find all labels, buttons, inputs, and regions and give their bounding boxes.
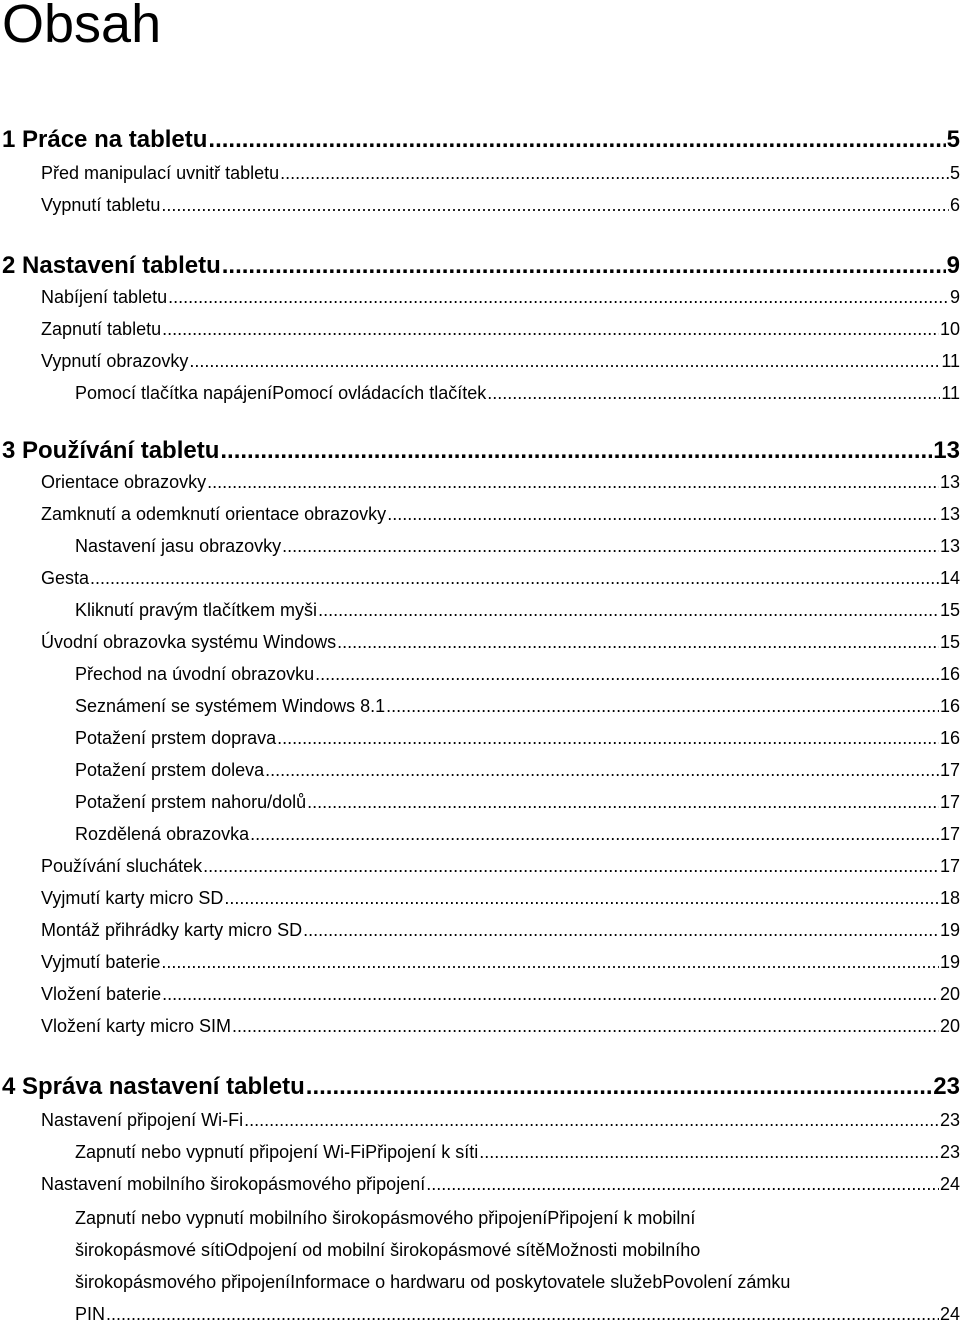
toc-chapter[interactable] [2, 436, 960, 466]
toc-entry-label: Kliknutí pravým tlačítkem myši [75, 600, 318, 620]
toc-entry[interactable] [75, 822, 960, 846]
dot-leader [303, 918, 939, 942]
toc-entry-label: Zapnutí tabletu [41, 319, 162, 339]
dot-leader [315, 662, 939, 686]
dot-leader [277, 726, 939, 750]
dot-leader [250, 822, 939, 846]
toc-entry[interactable] [41, 161, 960, 185]
dot-leader [168, 285, 949, 309]
toc-page-number: 14 [939, 568, 960, 588]
toc-entry[interactable] [75, 534, 960, 558]
dot-leader [161, 950, 939, 974]
toc-entry[interactable] [41, 285, 960, 309]
toc-page-number: 17 [939, 856, 960, 876]
toc-entry-label: Vypnutí tabletu [41, 195, 161, 215]
toc-page-number: 10 [939, 319, 960, 339]
toc-entry-label: Pomocí tlačítka napájeníPomocí ovládacích tlačítek [75, 383, 487, 403]
toc-page-number: 9 [946, 252, 960, 279]
dot-leader [224, 886, 939, 910]
toc-entry-label-line[interactable]: Zapnutí nebo vypnutí mobilního širokopásmového připojeníPřipojení k mobilní [75, 1208, 696, 1228]
toc-entry-label: PIN [75, 1304, 106, 1324]
toc-entry[interactable] [75, 726, 960, 750]
toc-entry[interactable] [75, 381, 960, 405]
dot-leader [387, 502, 939, 526]
toc-entry-label: Zamknutí a odemknutí orientace obrazovky [41, 504, 387, 524]
toc-page-number: 11 [941, 383, 960, 403]
toc-page-number: 23 [939, 1110, 960, 1130]
toc-page-number: 5 [949, 163, 960, 183]
dot-leader [189, 349, 940, 373]
toc-page-number: 15 [939, 600, 960, 620]
toc-entry-label: 1 Práce na tabletu [2, 126, 208, 153]
toc-page-number: 11 [941, 351, 960, 371]
toc-page-number: 16 [939, 728, 960, 748]
toc-page-number: 5 [946, 126, 960, 153]
toc-entry[interactable] [41, 317, 960, 341]
toc-page-number: 19 [939, 952, 960, 972]
dot-leader [280, 161, 949, 185]
toc-entry[interactable] [41, 193, 960, 217]
toc-page-number: 24 [939, 1304, 960, 1324]
dot-leader [208, 125, 945, 155]
toc-entry-label: Potažení prstem doleva [75, 760, 265, 780]
toc-entry[interactable] [41, 854, 960, 878]
toc-entry-label: Přechod na úvodní obrazovku [75, 664, 315, 684]
toc-entry-label: 2 Nastavení tabletu [2, 252, 221, 279]
toc-entry[interactable] [75, 790, 960, 814]
dot-leader [162, 317, 939, 341]
toc-entry[interactable] [41, 886, 960, 910]
toc-entry-label: Vložení baterie [41, 984, 162, 1004]
toc-entry[interactable] [41, 502, 960, 526]
toc-page-number: 17 [939, 824, 960, 844]
toc-chapter[interactable] [2, 125, 960, 155]
dot-leader [337, 630, 939, 654]
toc-entry-label: Používání sluchátek [41, 856, 203, 876]
toc-page-number: 24 [939, 1174, 960, 1194]
toc-entry-label: 4 Správa nastavení tabletu [2, 1073, 305, 1100]
toc-page-number: 20 [939, 1016, 960, 1036]
toc-entry[interactable] [41, 982, 960, 1006]
toc-page-number: 17 [939, 760, 960, 780]
dot-leader [386, 694, 939, 718]
toc-chapter[interactable] [2, 1072, 960, 1102]
toc-page-number: 15 [939, 632, 960, 652]
toc-entry[interactable] [41, 1108, 960, 1132]
toc-entry-label: Seznámení se systémem Windows 8.1 [75, 696, 386, 716]
dot-leader [307, 790, 939, 814]
dot-leader [479, 1140, 939, 1164]
dot-leader [162, 982, 939, 1006]
toc-page-number: 16 [939, 696, 960, 716]
toc-entry[interactable] [41, 349, 960, 373]
toc-page-number: 9 [949, 287, 960, 307]
toc-entry-label: Úvodní obrazovka systému Windows [41, 632, 337, 652]
toc-entry-label: Vyjmutí karty micro SD [41, 888, 224, 908]
toc-page-number: 13 [939, 504, 960, 524]
toc-entry[interactable] [41, 1172, 960, 1196]
toc-entry[interactable] [75, 758, 960, 782]
dot-leader [203, 854, 939, 878]
toc-entry[interactable] [75, 1140, 960, 1164]
toc-entry[interactable] [75, 694, 960, 718]
dot-leader [106, 1302, 939, 1326]
toc-entry-label: 3 Používání tabletu [2, 437, 220, 464]
toc-page-number: 13 [939, 472, 960, 492]
toc-chapter[interactable] [2, 251, 960, 281]
toc-entry[interactable] [41, 566, 960, 590]
toc-entry-label: Nabíjení tabletu [41, 287, 168, 307]
page-title: Obsah [2, 0, 162, 54]
toc-entry[interactable] [41, 918, 960, 942]
dot-leader [161, 193, 949, 217]
toc-entry[interactable] [75, 598, 960, 622]
toc-entry-label: Gesta [41, 568, 90, 588]
dot-leader [487, 381, 940, 405]
toc-entry-label: Před manipulací uvnitř tabletu [41, 163, 280, 183]
toc-page-number: 16 [939, 664, 960, 684]
toc-entry-label: Nastavení jasu obrazovky [75, 536, 282, 556]
toc-entry[interactable] [41, 950, 960, 974]
dot-leader [306, 1072, 933, 1102]
toc-entry-label: Nastavení mobilního širokopásmového připojení [41, 1174, 426, 1194]
toc-page-number: 18 [939, 888, 960, 908]
toc-entry-label: Vypnutí obrazovky [41, 351, 189, 371]
toc-entry-label: Orientace obrazovky [41, 472, 207, 492]
dot-leader [426, 1172, 939, 1196]
dot-leader [318, 598, 939, 622]
toc-entry-label-line[interactable]: širokopásmové sítiOdpojení od mobilní širokopásmové sítěMožnosti mobilního [75, 1240, 701, 1260]
toc-page-number: 20 [939, 984, 960, 1004]
toc-page-number: 19 [939, 920, 960, 940]
dot-leader [282, 534, 939, 558]
toc-entry-label: Rozdělená obrazovka [75, 824, 250, 844]
toc-entry-label: Vložení karty micro SIM [41, 1016, 232, 1036]
toc-entry[interactable] [41, 470, 960, 494]
toc-entry-label: Potažení prstem doprava [75, 728, 277, 748]
toc-entry-label: Montáž přihrádky karty micro SD [41, 920, 303, 940]
toc-page-number: 6 [949, 195, 960, 215]
toc-entry-label-line[interactable]: širokopásmového připojeníInformace o hardwaru od poskytovatele služebPovolení zámku [75, 1272, 791, 1292]
dot-leader [232, 1014, 939, 1038]
dot-leader [265, 758, 939, 782]
toc-entry[interactable] [75, 662, 960, 686]
dot-leader [222, 251, 946, 281]
toc-entry-label: Vyjmutí baterie [41, 952, 161, 972]
dot-leader [244, 1108, 939, 1132]
toc-entry-label: Zapnutí nebo vypnutí připojení Wi-FiPřipojení k síti [75, 1142, 479, 1162]
toc-entry[interactable] [41, 630, 960, 654]
toc-entry[interactable] [41, 1014, 960, 1038]
toc-page-number: 13 [939, 536, 960, 556]
dot-leader [207, 470, 939, 494]
toc-entry[interactable] [75, 1302, 960, 1326]
toc-entry-label: Nastavení připojení Wi-Fi [41, 1110, 244, 1130]
toc-page-number: 13 [933, 437, 960, 464]
dot-leader [220, 436, 932, 466]
dot-leader [90, 566, 939, 590]
toc-page-number: 23 [939, 1142, 960, 1162]
toc-page-number: 23 [933, 1073, 960, 1100]
toc-entry-label: Potažení prstem nahoru/dolů [75, 792, 307, 812]
toc-page-number: 17 [939, 792, 960, 812]
